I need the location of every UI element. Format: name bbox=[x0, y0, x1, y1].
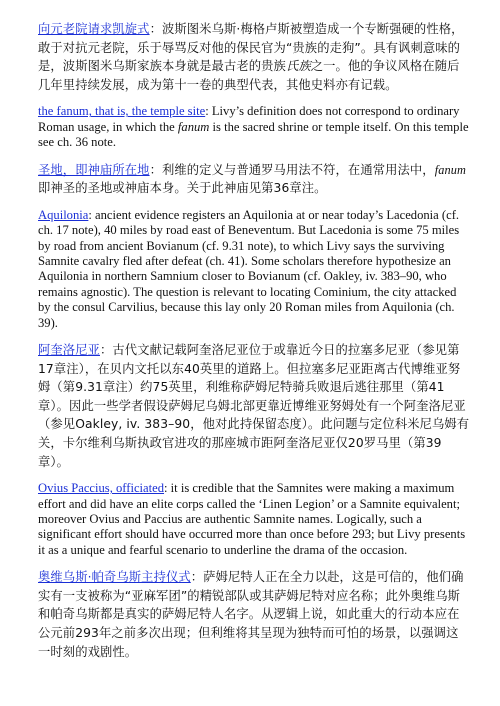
note-4-text: : ancient evidence registers an Aquilonia at or near today’s Lacedonia (cf. ch. 17 note), 40 miles by road east of Beneventum. But Lacedonia is some 75 miles by road from ancient Bovianum (cf. 9.31 note), to which Livy says the surviving Samnite cavalry fled after defeat (ch. 41). Some scholars therefore hypothesize an Aquilonia in northern Samnium closer to Bovianum (cf. Oakley, iv. 383–90, who remains agnostic). The question is relevant to locating Cominium, the city attacked by the consul Carvilius, because this lay only 20 Roman miles from Aquilonia (ch. 39). bbox=[38, 207, 460, 330]
note-2 bbox=[38, 104, 470, 150]
note-5 bbox=[38, 341, 470, 471]
note-3-text: ：利维的定义与普通罗马用法不符，在通常用法中， bbox=[149, 162, 435, 177]
note-3-link[interactable]: 圣地，即神庙所在地 bbox=[38, 162, 150, 177]
note-5-link[interactable]: 阿奎洛尼亚 bbox=[38, 343, 100, 358]
note-7-text: ：萨姆尼特人正在全力以赴，这是可信的，他们确实有一支被称为“亚麻军团”的精锐部队或其萨姆尼特对应名称；此外奥维乌斯和帕奇乌斯都是真实的萨姆尼特人名字。从逻辑上说，如此重大的行动本应在公元前293年之前多次出现；但利维将其呈现为独特而可怕的场景，以强调这一时刻的戏剧性。 bbox=[38, 570, 464, 659]
note-6 bbox=[38, 481, 470, 558]
note-2-link[interactable]: the fanum, that is, the temple site bbox=[38, 104, 206, 119]
note-4-link[interactable]: Aquilonia bbox=[38, 207, 89, 222]
note-3-italic: fanum bbox=[434, 162, 466, 177]
note-7 bbox=[38, 568, 470, 661]
note-5-text: ：古代文献记载阿奎洛尼亚位于或靠近今日的拉塞多尼亚（参见第17章注），在贝内文托以东40英里的道路上。但拉塞多尼亚距离古代博维亚努姆（第9.31章注）约75英里，利维称萨姆尼特骑兵败退后逃往那里（第41章）。因此一些学者假设萨姆尼乌姆北部更靠近博维亚努姆处有一个阿奎洛尼亚（参见Oakley, iv. 383–90，他对此持保留态度）。此问题与定位科米尼乌姆有关，卡尔维利乌斯执政官进攻的那座城市距阿奎洛尼亚仅20罗马里（第39章）。 bbox=[38, 343, 470, 469]
note-2-text-2: is the sacred shrine or temple itself. On this temple see ch. 36 note. bbox=[38, 119, 469, 150]
note-6-text: : it is credible that the Samnites were making a maximum effort and did have an elite corps called the ‘Linen Legion’ or a Samnite equivalent; moreover Ovius and Paccius are authentic Samnite names. Logically, such a significant effort should have occurred more than once before 293; but Livy presents it as a unique and fearful scenario to underline the drama of the occasion. bbox=[38, 481, 466, 557]
note-3 bbox=[38, 161, 470, 198]
note-4 bbox=[38, 208, 470, 331]
note-1-text-2: 之一。他的争议风格在随后几年里持续发展，成为第十一卷的典型代表，其他史料亦有记载。 bbox=[38, 59, 460, 92]
note-1-italic: 氏族 bbox=[285, 59, 311, 74]
note-1 bbox=[38, 20, 470, 94]
note-2-italic: fanum bbox=[177, 119, 210, 134]
note-7-link[interactable]: 奥维乌斯·帕奇乌斯主持仪式 bbox=[38, 570, 191, 585]
note-6-link[interactable]: Ovius Paccius, officiated bbox=[38, 481, 165, 496]
note-3-text-2: 即神圣的圣地或神庙本身。关于此神庙见第36章注。 bbox=[38, 181, 327, 196]
note-2-text: : Livy’s definition does not correspond to ordinary Roman usage, in which the bbox=[38, 104, 460, 134]
note-1-text: ：波斯图米乌斯·梅格卢斯被塑造成一个专断强硬的性格，敢于对抗元老院，乐于辱骂反对他的保民官为“贵族的走狗”。具有讽刺意味的是，波斯图米乌斯家族本身就是最古老的贵族 bbox=[38, 22, 464, 74]
note-1-link[interactable]: 向元老院请求凯旋式 bbox=[38, 22, 150, 36]
